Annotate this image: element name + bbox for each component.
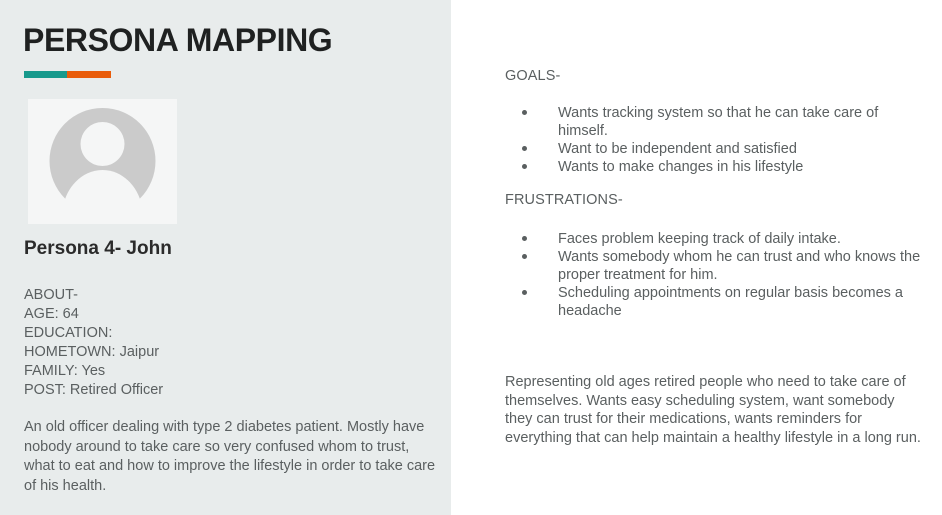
accent-divider-bar	[24, 71, 111, 78]
about-field-age: AGE: 64	[24, 306, 79, 322]
bullet-dot-icon	[522, 110, 527, 115]
list-item-label: Wants somebody whom he can trust and who knows the proper treatment for him.	[558, 249, 921, 283]
bio-paragraph: An old officer dealing with type 2 diabetes patient. Mostly have nobody around to take care so very confused whom to trust, what to eat and how to improve the lifestyle in order to take care of his health.	[24, 419, 436, 494]
about-block	[24, 286, 434, 400]
list-item	[505, 104, 905, 140]
list-item	[505, 140, 905, 158]
bullet-dot-icon	[522, 164, 527, 169]
list-item-label: Wants to make changes in his lifestyle	[558, 159, 804, 175]
frustrations-list	[505, 230, 940, 320]
avatar	[28, 99, 177, 224]
list-item-label: Scheduling appointments on regular basis becomes a headache	[558, 285, 903, 319]
list-item	[505, 284, 940, 320]
bullet-dot-icon	[522, 236, 527, 241]
about-field-education: EDUCATION:	[24, 325, 113, 341]
goals-heading: GOALS-	[505, 68, 561, 84]
person-placeholder-icon	[28, 99, 177, 224]
list-item-label: Want to be independent and satisfied	[558, 141, 797, 157]
goals-list	[505, 104, 905, 176]
bullet-dot-icon	[522, 146, 527, 151]
right-panel	[451, 0, 942, 515]
bullet-dot-icon	[522, 290, 527, 295]
persona-name: Persona 4- John	[24, 238, 172, 259]
accent-segment-teal	[24, 71, 67, 78]
about-field-family: FAMILY: Yes	[24, 363, 106, 379]
summary-paragraph: Representing old ages retired people who need to take care of themselves. Wants easy scheduling system, want somebody they can trust for their medications, wants reminders for everything that can help maintain a healthy lifestyle in a long run.	[505, 374, 921, 446]
frustrations-heading: FRUSTRATIONS-	[505, 192, 623, 208]
list-item-label: Wants tracking system so that he can take care of himself.	[558, 105, 879, 139]
list-item	[505, 230, 940, 248]
accent-segment-orange	[67, 71, 111, 78]
list-item-label: Faces problem keeping track of daily intake.	[558, 231, 841, 247]
list-item	[505, 158, 905, 176]
bullet-dot-icon	[522, 254, 527, 259]
left-panel	[0, 0, 451, 515]
about-label: ABOUT-	[24, 287, 78, 303]
about-field-hometown: HOMETOWN: Jaipur	[24, 344, 160, 360]
about-field-post: POST: Retired Officer	[24, 382, 164, 398]
list-item	[505, 248, 940, 284]
page-title: PERSONA MAPPING	[23, 22, 333, 58]
